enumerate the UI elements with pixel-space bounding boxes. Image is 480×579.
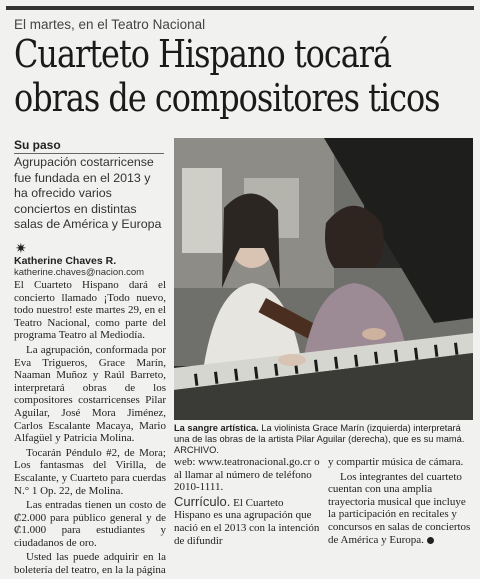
author-email: katherine.chaves@nacion.com: [14, 267, 145, 278]
article-column-1: [14, 279, 166, 579]
article-paragraph: Usted las puede adquirir en la boletería del teatro, en la la página: [14, 551, 166, 577]
article-paragraph: [328, 471, 474, 547]
curriculo-heading: Currículo.: [174, 493, 231, 509]
article-column-2: [174, 456, 320, 549]
sidebar-title: Su paso: [14, 138, 164, 154]
curriculo-paragraph: [174, 493, 320, 547]
article-paragraph: y compartir música de cámara.: [328, 456, 464, 468]
author-name: Katherine Chaves R.: [14, 255, 117, 267]
headline-line-1: Cuarteto Hispano tocará: [14, 32, 392, 76]
headline: [14, 32, 440, 120]
article-paragraph: Las entradas tienen un costo de ₡2.000 para público general y de ₡1.000 para estudiantes y ciudadanos de oro.: [14, 499, 166, 549]
kicker: El martes, en el Teatro Nacional: [14, 17, 206, 32]
top-rule: [6, 6, 474, 10]
photo-credit: ARCHIVO.: [174, 445, 219, 455]
article-paragraph: web: www.teatronacional.go.cr o al llamar al número de teléfono 2010-1111.: [174, 456, 320, 494]
article-column-3: [328, 456, 474, 548]
photo-illustration: [174, 138, 473, 420]
article-paragraph-text: Los integrantes del cuarteto cuentan con una amplia trayectoria musical que incluye la participación en recitales y concursos en salas de conciertos de América y Europa.: [328, 470, 471, 546]
caption-lead: La sangre artística.: [174, 423, 259, 433]
sidebar-box: [14, 138, 164, 233]
end-mark-icon: [427, 537, 434, 544]
sidebar-body: Agrupación costarricense fue fundada en el 2013 y ha ofrecido varios conciertos en distintas salas de América y Europa: [14, 155, 162, 232]
article-paragraph: La agrupación, conformada por Eva Trigueros, Grace Marín, Naaman Muñoz y Raúl Barreto, interpretará obras de los compositores costarricenses Pilar Aguilar, José Mora Jiménez, Carlos Escalante Macaya, Mario Alfagüel y Patricia Molina.: [14, 343, 166, 445]
article-photo: [174, 138, 473, 420]
headline-line-2: obras de compositores ticos: [14, 76, 440, 120]
caption-text: La violinista Grace Marín (izquierda) interpretará una de las obras de la artista Pilar Aguilar (derecha), que es su mamá.: [174, 423, 465, 444]
curriculo-text: El Cuarteto Hispano es una agrupación que nació en el 2013 con la intención de difundir: [174, 496, 320, 547]
photo-caption: [174, 423, 473, 456]
article-paragraph: El Cuarteto Hispano dará el concierto llamado ¡Todo nuevo, todo nuestro! este martes 29, en el Teatro Nacional, como parte del programa Teatro al Mediodía.: [14, 279, 166, 342]
asterisk-icon: ✷: [15, 242, 27, 257]
article-paragraph: Tocarán Péndulo #2, de Mora; Los fantasmas del Virilla, de Escalante, y Cuarteto para cuerdas N.° 1 Op. 22, de Molina.: [14, 446, 166, 497]
